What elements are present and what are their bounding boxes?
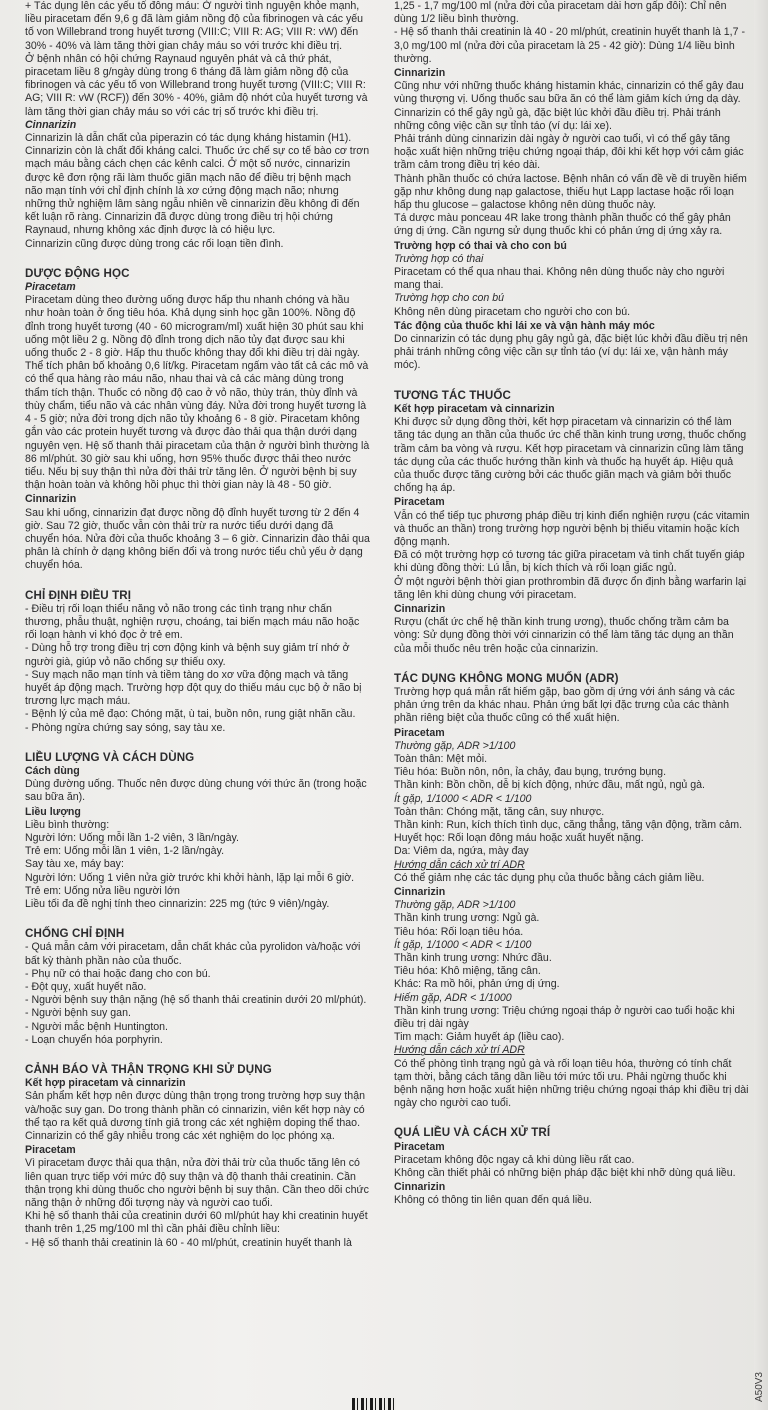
spacer <box>394 1110 750 1116</box>
paragraph: Có thể giảm nhẹ các tác dụng phụ của thuốc bằng cách giảm liều. <box>394 871 705 884</box>
subheading: Cinnarizin <box>394 602 446 615</box>
paragraph: Sau khi uống, cinnarizin đạt được nồng độ đỉnh huyết tương từ 2 đến 4 giờ. Sau 72 giờ, thuốc vẫn còn thải trừ ra nước tiểu dưới dạng đã chuyển hóa. Nửa đời của thuốc khoảng 3 – 6 giờ. Cinnarizin đào thải qua phân là chính ở dạng không biến đổi và trong nước tiểu chủ yếu ở dạng chuyển hóa. <box>25 506 370 572</box>
paragraph: - Bệnh lý của mê đạo: Chóng mặt, ù tai, buồn nôn, rung giật nhãn cầu. <box>25 708 356 721</box>
paragraph: - Hệ số thanh thải creatinin là 40 - 20 ml/phút, creatinin huyết thanh là 1,7 - 3,0 mg/100 ml (nửa đời của piracetam là 25 - 42 giờ): Dùng 1/4 liều bình thường. <box>394 26 745 65</box>
subheading: Kết hợp piracetam và cinnarizin <box>25 1077 186 1090</box>
paragraph: + Tác dụng lên các yếu tố đông máu: Ở người tình nguyện khỏe mạnh, liều piracetam đến 9,6 g đã làm giảm nồng độ của fibrinogen và các yếu tố von Willebrand trong huyết tương (VIII:C; VIII R: AG; VIII R: vW) đến 30% - 40% và làm tăng thời gian chảy máu so với trước khi điều trị. <box>25 0 364 52</box>
paragraph: Phải tránh dùng cinnarizin dài ngày ở người cao tuổi, vì có thể gây tăng hoặc xuất hiện những triệu chứng ngoại tháp, đôi khi kết hợp với cảm giác trầm cảm trong điều trị kéo dài. <box>394 133 744 172</box>
paragraph: Tá dược màu ponceau 4R lake trong thành phần thuốc có thể gây phản ứng dị ứng. Cần ngưng sử dụng thuốc khi có phản ứng dị ứng xảy ra. <box>394 212 731 238</box>
paragraph: - Quá mẫn cảm với piracetam, dẫn chất khác của pyrolidon và/hoặc với bất kỳ thành phần nào của thuốc. <box>25 941 361 967</box>
spacer <box>25 251 370 257</box>
paragraph: Người lớn: Uống mỗi lần 1-2 viên, 3 lần/ngày. <box>25 831 239 844</box>
paragraph: Ở bệnh nhân có hội chứng Raynaud nguyên phát và cả thứ phát, piracetam liều 8 g/ngày dùng trong 6 tháng đã làm giảm nồng độ của fibrinogen và các yếu tố von Willebrand trong huyết tương (VIII:C; VIII R: AG; VIII R: vW (RCF)) đến 30% - 40%, giảm độ nhớt của huyết tương và làm tăng thời gian chảy máu so với các trị số trước khi điều trị. <box>25 52 368 118</box>
page-edge <box>754 0 768 1410</box>
paragraph: Toàn thân: Mệt mỏi. <box>394 752 488 765</box>
paragraph: Say tàu xe, máy bay: <box>25 858 124 871</box>
paragraph: Khác: Ra mồ hôi, phản ứng dị ứng. <box>394 978 560 991</box>
section-heading: LIỀU LƯỢNG VÀ CÁCH DÙNG <box>25 750 195 764</box>
paragraph: 1,25 - 1,7 mg/100 ml (nửa đời của piracetam dài hơn gấp đôi): Chỉ nên dùng 1/2 liều bình thường. <box>394 0 727 26</box>
paragraph: - Phụ nữ có thai hoặc đang cho con bú. <box>25 967 211 980</box>
paragraph: Piracetam dùng theo đường uống được hấp thu nhanh chóng và hầu như hoàn toàn ở ống tiêu hóa. Khả dụng sinh học gần 100%. Nồng độ đỉnh trong huyết tương (40 - 60 microgram/ml) xuất hiện 30 phút sau khi uống một liều 2 g. Nồng độ đỉnh trong dịch não tủy đạt được sau khi uống thuốc 2 - 8 giờ. Hấp thu thuốc không thay đổi khi điều trị dài ngày. Thể tích phân bố khoảng 0,6 lít/kg. Piracetam ngấm vào tất cả các mô và có thể qua hàng rào máu não, nhau thai và cả các màng dùng trong thẩm tích thận. Thuốc có nồng độ cao ở vỏ não, thùy trán, thùy đỉnh và thùy chẩm, tiểu não và các nhân vùng đáy. Nửa đời trong huyết tương là 4 - 5 giờ; nửa đời trong dịch não tủy khoảng 6 - 8 giờ. Piracetam không gắn vào các protein huyết tương và được đào thải qua thận dưới dạng nguyên vẹn. Hệ số thanh thải piracetam của thận ở người bình thường là 86 ml/phút. 30 giờ sau khi uống, hơn 95% thuốc được thải theo nước tiểu. Nếu bị suy thận thì nửa đời thải trừ tăng lên. Ở người bệnh bị suy thận hoàn toàn và không hồi phục thì thời gian này là 48 - 50 giờ. <box>25 294 370 492</box>
paragraph: Do cinnarizin có tác dụng phụ gây ngủ gà, đặc biệt lúc khởi đầu điều trị nên phải tránh những công việc cần sự tỉnh táo (ví dụ: lái xe, vận hành máy móc). <box>394 333 748 372</box>
drug-heading: Cinnarizin <box>25 118 77 131</box>
paragraph: Không có thông tin liên quan đến quá liều. <box>394 1194 592 1207</box>
section-heading: CẢNH BÁO VÀ THẬN TRỌNG KHI SỬ DỤNG <box>25 1063 272 1077</box>
paragraph: Thần kinh: Run, kích thích tình dục, căng thẳng, tăng vận động, trầm cảm. <box>394 818 743 831</box>
paragraph: Tim mạch: Giảm huyết áp (liều cao). <box>394 1031 565 1044</box>
adr-guidance-label: Hướng dẫn cách xử trí ADR <box>394 858 525 871</box>
paragraph: Thần kinh trung ương: Ngủ gà. <box>394 912 540 925</box>
frequency-label: Ít gặp, 1/1000 < ADR < 1/100 <box>394 938 532 951</box>
section-heading: DƯỢC ĐỘNG HỌC <box>25 266 130 280</box>
paragraph: Tiêu hóa: Khô miệng, tăng cân. <box>394 965 541 978</box>
paragraph: Da: Viêm da, ngứa, mày đay <box>394 845 529 858</box>
paragraph: Thần kinh trung ương: Nhức đầu. <box>394 952 552 965</box>
spacer <box>25 573 370 579</box>
right-column <box>394 0 750 1410</box>
paragraph: Trẻ em: Uống mỗi lần 1 viên, 1-2 lần/ngày. <box>25 845 225 858</box>
paragraph: Khi được sử dụng đồng thời, kết hợp piracetam và cinnarizin có thể làm tăng tác dụng an thần của thuốc ức chế thần kinh trung ương, thuốc chống trầm cảm ba vòng và rượu. Kết hợp piracetam và cinnarizin cũng làm tăng tác dụng của các thuốc hướng thần kinh và thuốc hạ huyết áp. Hiệu quả của thuốc được tăng cường bởi các thuốc giãn mạch và giảm bởi thuốc chống hạ áp. <box>394 416 747 495</box>
frequency-label: Hiếm gặp, ADR < 1/1000 <box>394 991 512 1004</box>
frequency-label: Ít gặp, 1/1000 < ADR < 1/100 <box>394 792 532 805</box>
paragraph: - Người mắc bệnh Huntington. <box>25 1020 169 1033</box>
paragraph: Vẫn có thể tiếp tục phương pháp điều trị kinh điển nghiện rượu (các vitamin và thuốc an thần) trong trường hợp người bệnh bị thiếu vitamin hoặc kích động mạnh. <box>394 509 750 548</box>
spacer <box>25 735 370 741</box>
paragraph: - Phòng ngừa chứng say sóng, say tàu xe. <box>25 721 226 734</box>
paragraph: - Loạn chuyển hóa porphyrin. <box>25 1033 163 1046</box>
paragraph: Không cần thiết phải có những biện pháp đặc biệt khi nhỡ dùng quá liều. <box>394 1167 736 1180</box>
subheading: Piracetam <box>394 726 445 739</box>
paragraph: Cinnarizin là dẫn chất của piperazin có tác dụng kháng histamin (H1). <box>25 132 352 145</box>
paragraph: - Dùng hỗ trợ trong điều trị cơn động kinh và bệnh suy giảm trí nhớ ở người già, giúp vỏ não chống sự thiếu oxy. <box>25 642 350 668</box>
paragraph: - Hệ số thanh thải creatinin là 60 - 40 ml/phút, creatinin huyết thanh là <box>25 1236 352 1249</box>
paragraph: - Người bệnh suy thận nặng (hệ số thanh thải creatinin dưới 20 ml/phút). <box>25 994 367 1007</box>
paragraph: Tiêu hóa: Buồn nôn, nôn, ỉa chảy, đau bụng, trướng bụng. <box>394 766 667 779</box>
paragraph: Cũng như với những thuốc kháng histamin khác, cinnarizin có thể gây đau vùng thượng vị. Uống thuốc sau bữa ăn có thể làm giảm kích ứng dạ dày. <box>394 80 744 106</box>
paragraph: - Điều trị rối loạn thiểu năng vỏ não trong các tình trạng như chấn thương, phẫu thuật, nghiện rượu, choáng, tai biến mạch máu não hoặc rối loạn hành vi khó đọc ở trẻ em. <box>25 602 360 642</box>
barcode-strip <box>352 1398 396 1410</box>
subheading: Liều lượng <box>25 805 81 818</box>
paragraph: Cinnarizin có thể gây ngủ gà, đặc biệt lúc khởi đầu điều trị. Phải tránh những công việc cần sự tỉnh táo (ví dụ: lái xe). <box>394 106 721 132</box>
paragraph: Ở một người bệnh thời gian prothrombin đã được ổn định bằng warfarin lại tăng lên khi dùng chung với piracetam. <box>394 575 747 601</box>
subheading: Cinnarizin <box>394 1181 446 1194</box>
paragraph: Có thể phòng tình trạng ngủ gà và rối loạn tiêu hóa, thường có tính chất tạm thời, bằng cách tăng dần liều tới mức tối ưu. Phải ngừng thuốc khi bệnh nặng hơn hoặc xuất hiện những triệu chứng ngoại tháp khi điều trị dài ngày cho người cao tuổi. <box>394 1057 749 1110</box>
paragraph: - Đột quỵ, xuất huyết não. <box>25 981 147 994</box>
paragraph: Thành phần thuốc có chứa lactose. Bệnh nhân có vấn đề về di truyền hiếm gặp như không dung nạp galactose, thiếu hụt Lapp lactase hoặc rối loạn hấp thu glucose – galactose không nên dùng thuốc này. <box>394 172 747 212</box>
paragraph: Đã có một trường hợp có tương tác giữa piracetam và tinh chất tuyến giáp khi dùng đồng thời: Lú lẫn, bị kích thích và rối loạn giấc ngủ. <box>394 549 745 575</box>
subheading: Kết hợp piracetam và cinnarizin <box>394 402 555 415</box>
subheading: Cinnarizin <box>25 493 77 506</box>
frequency-label: Thường gặp, ADR >1/100 <box>394 899 516 912</box>
paragraph: Người lớn: Uống 1 viên nửa giờ trước khi khởi hành, lặp lại mỗi 6 giờ. <box>25 871 355 884</box>
section-heading: TÁC DỤNG KHÔNG MONG MUỐN (ADR) <box>394 671 619 685</box>
paragraph: - Người bệnh suy gan. <box>25 1007 131 1020</box>
spacer <box>394 373 750 379</box>
paragraph: Piracetam không độc ngay cả khi dùng liều rất cao. <box>394 1153 635 1166</box>
paragraph: Cinnarizin còn là chất đối kháng calci. Thuốc ức chế sự co tế bào cơ trơn mạch máu bằng cách chẹn các kênh calci. Ở một số nước, cinnarizin được kê đơn rộng rãi làm thuốc giãn mạch não để điều trị bệnh mạch não mạn tính với chỉ định chính là xơ cứng động mạch não; nhưng những thử nghiệm lâm sàng ngẫu nhiên về cinnarizin đều không đi đến kết luận rõ ràng. Cinnarizin đã được dùng trong điều trị hội chứng Raynaud, nhưng không xác định được là có hiệu lực. <box>25 145 370 237</box>
left-column <box>25 0 370 1410</box>
paragraph: Rượu (chất ức chế hệ thần kinh trung ương), thuốc chống trầm cảm ba vòng: Sử dụng đồng thời với cinnarizin có thể làm tăng tác dụng an thần của mỗi thuốc nêu trên hoặc của cinnarizin. <box>394 616 734 655</box>
paragraph: Sản phẩm kết hợp nên được dùng thận trọng trong trường hợp suy thận và/hoặc suy gan. Do trong thành phần có cinnarizin, viên kết hợp này có thể tạo ra kết quả dương tính giả trong các xét nghiệm doping thể thao. Cinnarizin có thể gây nhiễu trong các xét nghiệm do lọc phóng xạ. <box>25 1090 365 1143</box>
paragraph: Cinnarizin cũng được dùng trong các rối loạn tiền đình. <box>25 237 284 250</box>
subheading: Cinnarizin <box>394 67 446 80</box>
adr-guidance-label: Hướng dẫn cách xử trí ADR <box>394 1044 525 1057</box>
subheading: Cinnarizin <box>394 886 446 898</box>
paragraph: - Suy mạch não mạn tính và tiềm tàng do xơ vữa động mạch và tăng huyết áp động mạch. Trường hợp đột quỵ do thiếu máu cục bộ ở não bị trương lực mạch máu. <box>25 668 362 708</box>
spacer <box>394 656 750 662</box>
paragraph: Trẻ em: Uống nửa liều người lớn <box>25 884 180 897</box>
spacer <box>25 911 370 917</box>
paragraph: Huyết học: Rối loạn đông máu hoặc xuất huyết nặng. <box>394 832 644 845</box>
subheading: Trường hợp có thai và cho con bú <box>394 239 567 252</box>
paragraph: Tiêu hóa: Rối loạn tiêu hóa. <box>394 925 524 938</box>
subheading: Tác động của thuốc khi lái xe và vận hành máy móc <box>394 319 655 332</box>
frequency-label: Trường hợp cho con bú <box>394 292 505 305</box>
section-heading: QUÁ LIỀU VÀ CÁCH XỬ TRÍ <box>394 1126 551 1140</box>
paragraph: Dùng đường uống. Thuốc nên được dùng chung với thức ăn (trong hoặc sau bữa ăn). <box>25 778 367 804</box>
paragraph: Liều bình thường: <box>25 818 110 831</box>
section-heading: TƯƠNG TÁC THUỐC <box>394 388 511 402</box>
paragraph: Trường hợp quá mẫn rất hiếm gặp, bao gồm dị ứng với ánh sáng và các phản ứng trên da khác nhau. Phản ứng bất lợi đặc trưng của các thành phần riêng biệt của thuốc cũng có thể xuất hiện. <box>394 685 735 725</box>
frequency-label: Thường gặp, ADR >1/100 <box>394 739 516 752</box>
subheading: Piracetam <box>394 1140 445 1153</box>
subheading: Piracetam <box>394 496 445 509</box>
section-heading: CHỈ ĐỊNH ĐIỀU TRỊ <box>25 588 132 602</box>
subheading: Piracetam <box>25 1144 76 1157</box>
subheading: Cách dùng <box>25 764 80 777</box>
spacer <box>25 1047 370 1053</box>
paragraph: Không nên dùng piracetam cho người cho con bú. <box>394 305 631 318</box>
paragraph: Thần kinh trung ương: Triệu chứng ngoại tháp ở người cao tuổi hoặc khi điều trị dài ngày <box>394 1004 735 1031</box>
section-heading: CHỐNG CHỈ ĐỊNH <box>25 927 125 941</box>
paragraph: Vì piracetam được thải qua thận, nửa đời thải trừ của thuốc tăng lên có liên quan trực tiếp với mức độ suy thận và độ thanh thải creatinin. Cần thận trọng khi dùng thuốc cho người bệnh bị suy thận. Cần theo dõi chức năng thận ở những đối tượng này và người cao tuổi. <box>25 1157 369 1210</box>
paragraph: Toàn thân: Chóng mặt, tăng cân, suy nhược. <box>394 805 605 818</box>
drug-heading: Piracetam <box>25 281 76 294</box>
paragraph: Thần kinh: Bồn chồn, dễ bị kích động, nhức đầu, mất ngủ, ngủ gà. <box>394 779 705 792</box>
paragraph: Liều tối đa đề nghị tính theo cinnarizin: 225 mg (tức 9 viên)/ngày. <box>25 898 330 910</box>
paragraph: Khi hệ số thanh thải của creatinin dưới 60 ml/phút hay khi creatinin huyết thanh trên 1,25 mg/100 ml thì cần phải điều chỉnh liều: <box>25 1210 368 1236</box>
frequency-label: Trường hợp có thai <box>394 252 484 265</box>
paragraph: Piracetam có thể qua nhau thai. Không nên dùng thuốc này cho người mang thai. <box>394 266 725 292</box>
side-code: A50V3 <box>754 1371 765 1402</box>
